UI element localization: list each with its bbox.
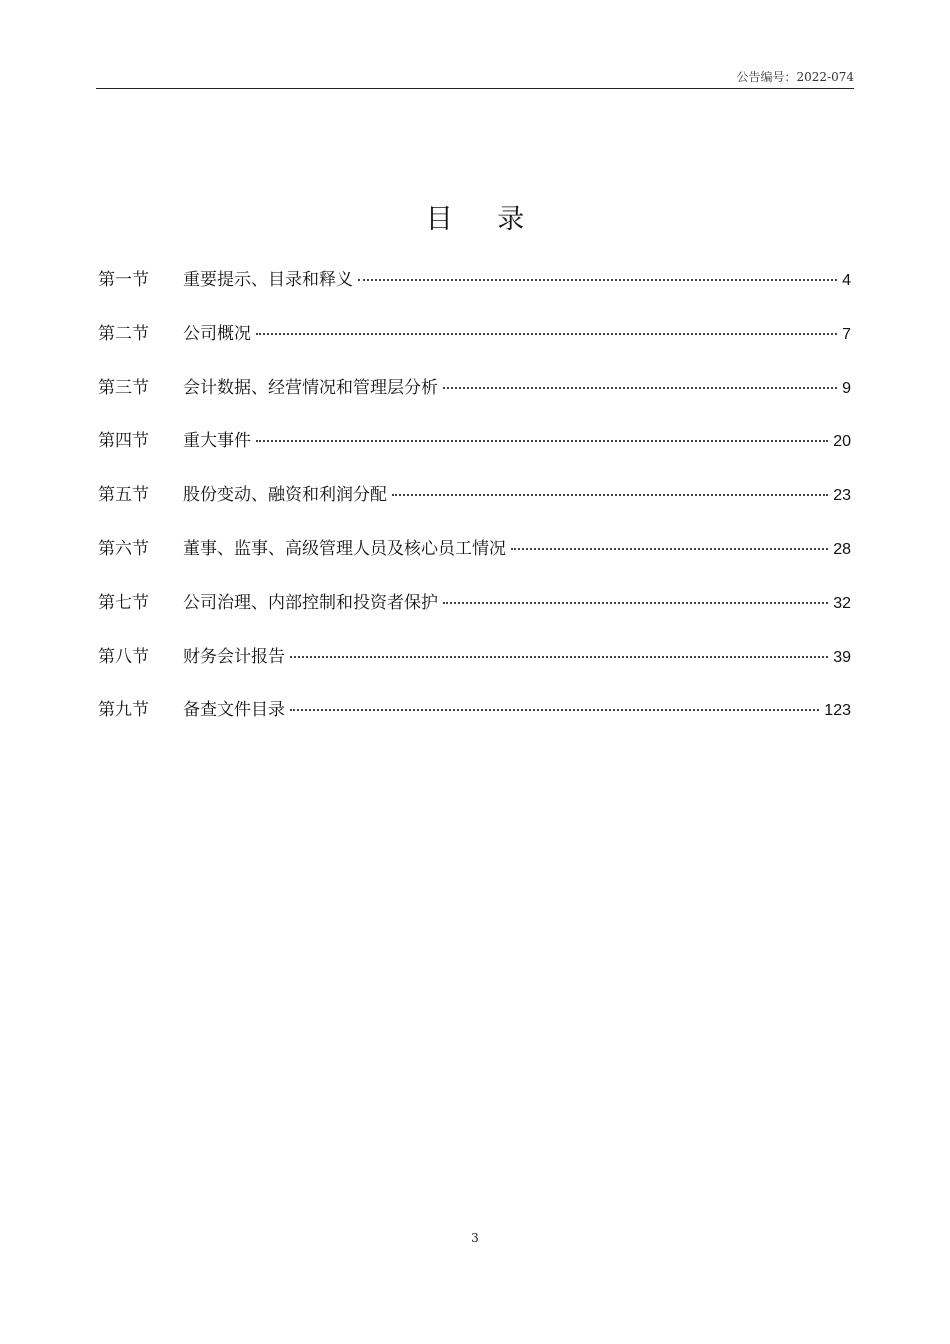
- toc-entry-section-1[interactable]: [98, 266, 851, 320]
- dot-leader: [443, 602, 828, 604]
- page-number: 3: [471, 1231, 479, 1245]
- dot-leader: [256, 440, 828, 442]
- dot-leader: [256, 333, 837, 335]
- toc-section-number: 第五节: [98, 485, 149, 506]
- toc-entry-section-9[interactable]: [98, 696, 851, 750]
- toc-entry-title: 会计数据、经营情况和管理层分析: [183, 377, 438, 398]
- dot-leader: [511, 548, 828, 550]
- toc-section-number: 第七节: [98, 592, 149, 613]
- toc-entry-title: 公司概况: [183, 323, 251, 344]
- toc-entry-title: 股份变动、融资和利润分配: [183, 485, 387, 506]
- toc-entry-section-5[interactable]: [98, 481, 851, 535]
- toc-section-number: 第三节: [98, 377, 149, 398]
- toc-section-number: 第四节: [98, 431, 149, 452]
- toc-page-number: 23: [833, 487, 851, 505]
- dot-leader: [443, 387, 837, 389]
- toc-entry-section-2[interactable]: [98, 320, 851, 374]
- toc-entry-title: 董事、监事、高级管理人员及核心员工情况: [183, 538, 506, 559]
- toc-page-number: 7: [842, 325, 851, 343]
- table-of-contents: [98, 266, 851, 750]
- toc-entry-section-7[interactable]: [98, 589, 851, 643]
- toc-entry-title: 公司治理、内部控制和投资者保护: [183, 592, 438, 613]
- toc-section-number: 第六节: [98, 538, 149, 559]
- dot-leader: [290, 709, 819, 711]
- toc-page-number: 39: [833, 648, 851, 666]
- toc-entry-section-8[interactable]: [98, 643, 851, 697]
- toc-page-number: 20: [833, 433, 851, 451]
- toc-entry-section-3[interactable]: [98, 374, 851, 428]
- toc-entry-section-4[interactable]: [98, 427, 851, 481]
- page-header: [96, 68, 854, 88]
- toc-entry-title: 财务会计报告: [183, 646, 285, 667]
- toc-page-number: 28: [833, 540, 851, 558]
- toc-entry-title: 重要提示、目录和释义: [183, 270, 353, 290]
- dot-leader: [358, 279, 837, 281]
- toc-section-number: 第二节: [98, 323, 149, 344]
- header-divider: [96, 88, 854, 89]
- toc-entry-section-6[interactable]: [98, 535, 851, 589]
- announcement-number: 公告编号：2022-074: [736, 70, 854, 84]
- toc-page-number: 32: [833, 594, 851, 612]
- toc-section-number: 第八节: [98, 646, 149, 667]
- toc-entry-title: 备查文件目录: [183, 700, 285, 721]
- dot-leader: [392, 494, 828, 496]
- toc-section-number: 第一节: [98, 270, 149, 290]
- toc-page-number: 9: [842, 379, 851, 397]
- dot-leader: [290, 656, 828, 658]
- toc-page-number: 123: [824, 702, 851, 720]
- toc-page-number: 4: [842, 272, 851, 289]
- toc-title: 目 录: [425, 204, 543, 235]
- toc-section-number: 第九节: [98, 700, 149, 721]
- toc-entry-title: 重大事件: [183, 431, 251, 452]
